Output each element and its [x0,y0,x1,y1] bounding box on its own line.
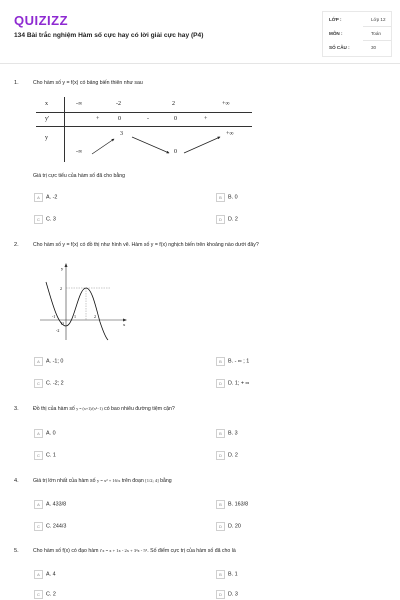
option-letter: D [216,379,225,388]
question-text-part: . Số điểm cực trị của hàm số đã cho là [147,548,236,554]
option-c[interactable] [34,215,56,224]
option-text: A. -2 [46,194,58,201]
question-number: 4. [14,478,19,484]
option-letter: D [216,451,225,460]
option-text: C. 1 [46,452,56,459]
info-value: 30 [371,45,377,50]
option-c[interactable] [34,522,66,531]
option-text: B. 1 [228,571,238,578]
graph-y-label: y [61,266,64,271]
graph-tick: 1 [74,314,76,319]
info-label: MÔN : [329,31,343,36]
table-cell: + [204,116,208,122]
option-b[interactable] [216,570,238,579]
table-cell: 0 [174,149,177,155]
option-letter: D [216,522,225,531]
option-letter: C [34,215,43,224]
table-cell: - [147,116,149,122]
question-text [33,548,236,554]
question-text-part: Giá trị lớn nhất của hàm số [33,478,96,484]
option-a[interactable] [34,429,56,438]
variation-table [36,97,252,162]
formula: y = x² + 16/x [96,478,121,483]
option-letter: A [34,500,43,509]
option-letter: A [34,357,43,366]
info-label: LỚP : [329,17,342,22]
question-number: 1. [14,80,19,86]
graph-tick: 2 [60,286,62,291]
option-text: C. 3 [46,216,56,223]
table-cell: -∞ [76,101,83,107]
table-cell: 0 [174,116,177,122]
option-text: B. 0 [228,194,238,201]
question-text-part: có bao nhiêu đường tiệm cận? [104,406,175,412]
option-a[interactable] [34,193,57,202]
option-text: B. 3 [228,430,238,437]
table-cell: + [96,116,100,122]
option-text: D. 3 [228,591,238,598]
option-letter: C [34,451,43,460]
option-a[interactable] [34,570,56,579]
option-b[interactable] [216,500,248,509]
question-text-part: Đồ thị của hàm số [33,406,75,412]
option-b[interactable] [216,429,238,438]
table-cell: +∞ [226,131,234,137]
graph-tick: 2 [94,314,96,319]
table-cell: 2 [172,101,175,107]
table-cell: 0 [118,116,121,122]
option-letter: C [34,590,43,599]
interval: [1/2; 4] [145,478,159,483]
question-number: 5. [14,548,19,554]
option-text: B. - ∞ ; 1 [228,358,250,365]
question-text [33,406,175,412]
option-d[interactable] [216,590,238,599]
info-value: Toán [371,31,381,36]
option-c[interactable] [34,451,56,460]
table-label-yp: y' [45,116,50,122]
option-text: A. 433/8 [46,501,67,508]
option-d[interactable] [216,522,241,531]
table-arrows [36,97,252,162]
option-text: B. 163/8 [228,501,249,508]
option-d[interactable] [216,215,238,224]
page-title: 134 Bài trắc nghiệm Hàm số cực hay có lời giải cực hay (P4) [14,32,204,39]
table-cell: +∞ [222,101,230,107]
table-cell: 3 [120,131,123,137]
option-d[interactable] [216,379,249,388]
option-letter: B [216,193,225,202]
option-letter: A [34,193,43,202]
option-text: C. 244/3 [46,523,67,530]
table-cell: -∞ [76,149,83,155]
info-label: SỐ CÂU : [329,45,350,50]
question-text-part: Cho hàm số f(x) có đạo hàm [33,548,99,554]
graph-origin: O [61,321,64,326]
graph-tick: -2 [56,328,60,333]
option-letter: D [216,215,225,224]
option-text: A. -1; 0 [46,358,64,365]
option-text: D. 2 [228,216,238,223]
formula: y = (x+1)/(x²−1) [76,406,103,411]
option-letter: B [216,500,225,509]
option-letter: C [34,522,43,531]
graph-x-label: x [123,322,126,327]
option-b[interactable] [216,193,238,202]
option-c[interactable] [34,379,64,388]
option-text: C. 2 [46,591,56,598]
option-a[interactable] [34,500,66,509]
question-number: 2. [14,242,19,248]
option-letter: B [216,429,225,438]
option-text: D. 20 [228,523,241,530]
option-letter: B [216,570,225,579]
option-letter: B [216,357,225,366]
option-letter: D [216,590,225,599]
option-letter: A [34,570,43,579]
question-text: Cho hàm số y = f(x) có đồ thị như hình vẽ. Hàm số y = f(x) nghịch biến trên khoảng nào dưới đây? [33,242,259,248]
option-text: C. -2; 2 [46,380,64,387]
question-subtext: Giá trị cực tiểu của hàm số đã cho bằng [33,173,125,179]
question-text-part: trên đoạn [121,478,144,484]
function-graph [38,262,128,342]
formula: f'x = x + 1x - 2x + 3³x - 5⁵ [99,548,148,553]
option-a[interactable] [34,357,63,366]
option-text: D. 2 [228,452,238,459]
option-c[interactable] [34,590,56,599]
info-box [322,11,392,57]
question-text [33,478,172,484]
info-value: Lớp 12 [371,17,386,22]
table-label-y: y [45,135,48,141]
question-number: 3. [14,406,19,412]
option-text: A. 0 [46,430,56,437]
table-label-x: x [45,101,48,107]
quizizz-logo: QUIZIZZ [14,13,69,28]
graph-tick: -1 [52,314,56,319]
header-divider [0,63,400,64]
question-text: Cho hàm số y = f(x) có bảng biến thiên như sau [33,80,143,86]
option-letter: C [34,379,43,388]
table-cell: -2 [116,101,121,107]
option-text: A. 4 [46,571,56,578]
option-b[interactable] [216,357,249,366]
option-d[interactable] [216,451,238,460]
question-text-part: bằng [160,478,172,484]
option-text: D. 1; + ∞ [228,380,250,387]
option-letter: A [34,429,43,438]
